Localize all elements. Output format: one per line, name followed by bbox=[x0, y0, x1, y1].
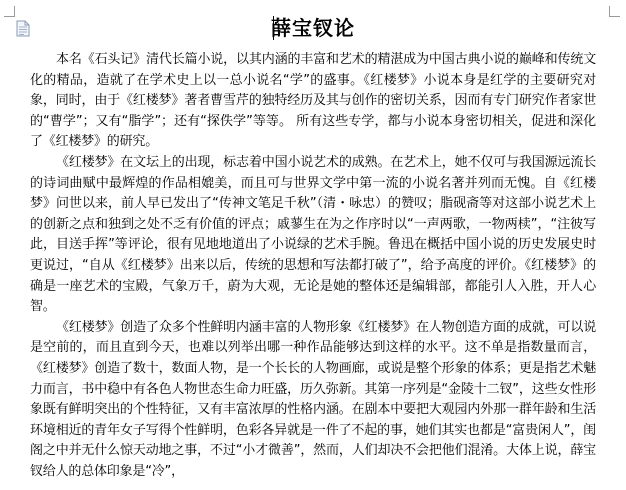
paragraph-1[interactable]: 本名《石头记》清代长篇小说，以其内涵的丰富和艺术的精湛成为中国古典小说的巅峰和传统文化的精品，造就了在学术史上以一总小说名“学”的盛事。《红楼梦》小说本身是红学的主要研究对象，同时，由于《红楼梦》著者曹雪芹的独特经历及其与创作的密切关系，因而有专门研究作者家世的“曹学”；又有“脂学”；还有“探佚学”等等。 所有这些专学，都与小说本身密切相关，促进和深化了《红楼梦》的研究。 bbox=[30, 52, 596, 150]
paragraph-2[interactable]: 《红楼梦》在文坛上的出现，标志着中国小说艺术的成熟。在艺术上，她不仅可与我国源远流长的诗词曲赋中最辉煌的作品相媲美，而且可与世界文学中第一流的小说名著并列而无愧。自《红楼梦》问世以来，前人早已发出了“传神文笔足千秋”（清・咏忠）的赞叹；脂砚斋等对这部小说艺术上的创新之点和独到之处不乏有价值的评点；戚蓼生在为之作序时以“一声两歌，一物两椟”，“注彼写此，目送手挥”等评论，很有见地地道出了小说绿的艺术手腕。鲁迅在概括中国小说的历史发展史时更说过，“自从《红楼梦》出来以后，传统的思想和写法都打破了”，给予高度的评价。《红楼梦》的确是一座艺术的宝殿，气象万千，蔚为大观，无论是她的整体还是编辑部，都能引人入胜，开人心智。 bbox=[30, 154, 596, 315]
document-title[interactable]: 薛宝钗论 bbox=[271, 16, 355, 40]
document-body[interactable] bbox=[30, 50, 596, 482]
paragraph-3[interactable]: 《红楼梦》创造了众多个性鲜明内涵丰富的人物形象《红楼梦》在人物创造方面的成就，可以说是空前的，而且直到今天，也难以列举出哪一种作品能够达到这样的水平。这不单是指数量而言，《红楼梦》创造了数十，数面人物，是一个长长的人物画廊，或说是整个形象的体系；更是指艺术魅力而言，书中稳中有各色人物世态生命力旺盛，历久弥新。其第一序列是“金陵十二钗”，这些女性形象既有鲜明突出的个性特征，又有丰富浓厚的性格内涵。在剧本中要把大观园内外那一群年龄和生活环境相近的青年女子写得个性鲜明，色彩各异就是一件了不起的事，她们其实也都是“富贵闲人”，闺阁之中并无什么惊天动地之事，不过“小才微善”，然而，人们却决不会把他们混淆。大体上说，薛宝钗给人的总体印象是“冷”， bbox=[30, 319, 596, 479]
